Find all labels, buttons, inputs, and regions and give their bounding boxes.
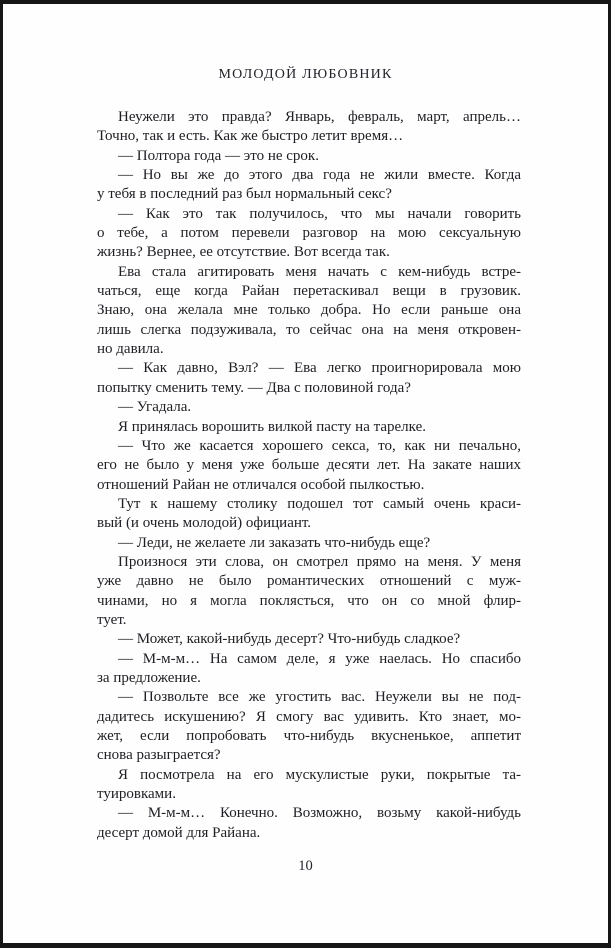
text-line: туировками.: [97, 786, 176, 803]
text-line: у тебя в последний раз был нормальный секс?: [97, 186, 392, 203]
text-line: — Что же касается хорошего секса, то, как ни печально,: [118, 437, 521, 454]
running-title: МОЛОДОЙ ЛЮБОВНИК: [218, 67, 393, 82]
text-line: Я принялась ворошить вилкой пасту на тарелке.: [118, 418, 426, 435]
text-line: — Как давно, Вэл? — Ева легко проигнорировала мою: [118, 360, 521, 377]
text-line: чинами, но я могла поклясться, что он со мной флир-: [97, 592, 521, 609]
text-line: лишь слегка подзуживала, то сейчас она на меня откровен-: [97, 321, 521, 338]
text-line: десерт домой для Райана.: [97, 824, 261, 841]
text-line: но давила.: [97, 341, 164, 358]
text-line: жизнь? Вернее, ее отсутствие. Вот всегда так.: [97, 244, 390, 261]
text-line: Я посмотрела на его мускулистые руки, покрытые та-: [118, 766, 521, 783]
text-line: отношений Райан не отличался особой пылкостью.: [97, 476, 425, 493]
text-line: попытку сменить тему. — Два с половиной года?: [97, 379, 411, 396]
text-line: — Леди, не желаете ли заказать что-нибудь еще?: [118, 534, 431, 551]
text-line: — М-м-м… Конечно. Возможно, возьму какой-нибудь: [118, 805, 521, 822]
text-line: жет, если попробовать что-нибудь вкусненькое, аппетит: [97, 728, 521, 744]
text-block: [97, 108, 521, 843]
text-line: Знаю, она желала мне только добра. Но если раньше она: [97, 302, 521, 319]
text-line: — Может, какой-нибудь десерт? Что-нибудь сладкое?: [118, 631, 461, 648]
text-line: тует.: [97, 611, 127, 628]
text-line: — Угадала.: [118, 399, 192, 416]
text-line: — М-м-м… На самом деле, я уже наелась. Но спасибо: [118, 650, 521, 667]
text-line: за предложение.: [97, 669, 201, 686]
text-line: дадитесь искушению? Я смогу вас удивить. Кто знает, мо-: [97, 708, 521, 725]
text-line: его не было у меня уже больше десяти лет. На закате наших: [97, 457, 521, 474]
text-line: Произнося эти слова, он смотрел прямо на меня. У меня: [118, 553, 521, 570]
text-line: чаться, еще когда Райан перетаскивал вещи в грузовик.: [97, 283, 521, 300]
text-line: Неужели это правда? Январь, февраль, март, апрель…: [118, 109, 521, 125]
text-line: Точно, так и есть. Как же быстро летит время…: [97, 128, 404, 145]
text-line: снова разыграется?: [97, 747, 221, 764]
text-line: о тебе, а потом перевели разговор на мою сексуальную: [97, 225, 521, 242]
text-line: вый (и очень молодой) официант.: [97, 515, 312, 532]
page-number: 10: [298, 858, 313, 874]
text-line: — Позвольте все же угостить вас. Неужели вы не под-: [118, 689, 521, 706]
text-line: — Но вы же до этого два года не жили вместе. Когда: [118, 167, 521, 184]
text-line: — Как это так получилось, что мы начали говорить: [118, 205, 521, 222]
text-line: — Полтора года — это не срок.: [118, 147, 319, 164]
text-line: Ева стала агитировать меня начать с кем-нибудь встре-: [118, 263, 521, 280]
text-line: Тут к нашему столику подошел тот самый очень краси-: [118, 495, 521, 512]
text-line: уже давно не было романтических отношений с муж-: [97, 573, 521, 590]
